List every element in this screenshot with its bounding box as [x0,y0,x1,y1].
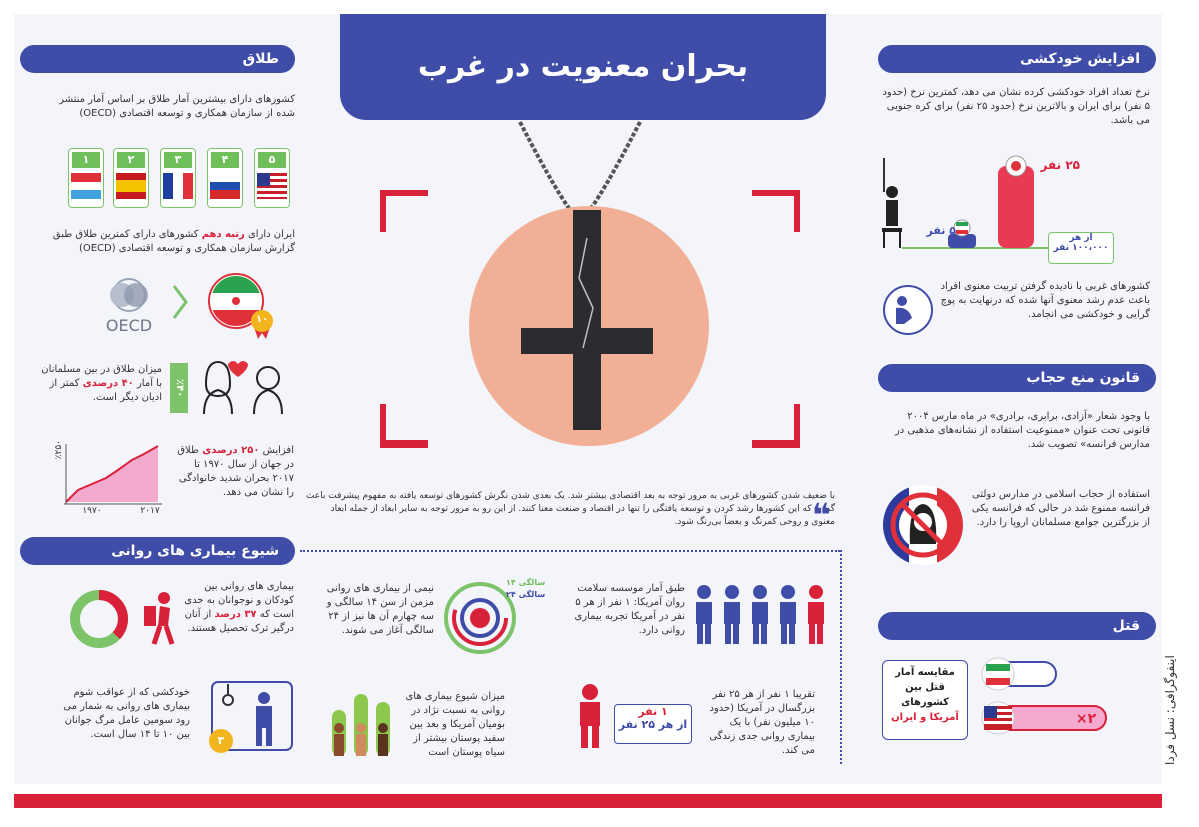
kids-mental-text [178,580,294,636]
murder-multiplier: ×۲ [1075,711,1097,727]
chevron-right-icon [170,282,190,322]
russia-flag-icon [210,173,240,199]
kids-pct-highlight: ۳۷ درصد [214,609,257,620]
rank-2-box [113,148,149,208]
quote-mark-icon: ❝ [812,496,831,534]
page-title: بحران معنویت در غرب [340,14,826,120]
hijab-ban-text: استفاده از حجاب اسلامی در مدارس دولتی فرانسه ممنوع شد در حالی که فرانسه یکی از بزرگترین جوامع مسلمانان اروپا را دارد. [971,489,1150,528]
muslims-pct-highlight: ۴۰ درصدی [82,378,134,389]
divorce-header: طلاق [20,45,295,73]
rank-1-box [68,148,104,208]
bottom-red-bar [14,794,1162,808]
stat-race-text: میزان شیوع بیماری های روانی به نسبت نژاد در بومیان آمریکا و بعد بین سفید پوستان بیشتر از سیاه پوستان است [405,691,505,758]
growth-text-pre: افزایش [259,445,294,456]
hijab-header: قانون منع حجاب [878,364,1156,392]
growth-chart-x1: ۱۹۷۰ [82,506,102,516]
rank-2-number: ۲ [117,152,145,168]
growth-chart-x2: ۲۰۱۷ [140,506,160,516]
rank-3-number: ۳ [164,152,192,168]
center-quote: با ضعیف شدن کشورهای غربی به مرور توجه به بعد اقتصادی بیشتر شد. یک بعدی شدن نگرش کشورهای توسعه یافته به مفهوم پیشرفت باعث گردید که این کشورها رشد کردن و توسعه یافتگی را تنها در اقتصاد و صنعت معنا کنند. از این رو به مرور توجه به سایر ابعاد از جمله ابعاد معنوی و روحی کمرنگ و بعضاً بی‌رنگ شود. [305,491,835,527]
stat-onset-text: نیمی از بیماری های روانی مزمن از سن ۱۴ سالگی و سه چهارم آن ها نیز از ۲۴ سالگی آغاز می شوند. [326,583,434,636]
rank-4-box [207,148,243,208]
iran-rank-highlight: رتبه دهم [201,229,245,240]
stat1-pre: طبق آمار موسسه سلامت روان آمریکا: [577,583,685,608]
rank-1-number: ۱ [72,152,100,168]
suicide-header: افزایش خودکشی [878,45,1156,73]
per-value: ۱۰۰،۰۰۰ نفر [1053,243,1109,253]
depressed-person-icon [882,284,934,336]
france-flag-icon [163,173,193,199]
kids-text-pre: بیماری های روانی بین کودکان و نوجوانان به حدی است که [184,581,294,620]
muslims-divorce-text [40,363,162,405]
dotted-divider-right [840,550,842,764]
growth-text-post: طلاق در جهان از سال ۱۹۷۰ تا ۲۰۱۷ بحران شدید خانوادگی را نشان می دهد. [177,445,294,498]
stat1-post: ۱ نفر از هر ۵ نفر در آمریکا تجربه بیماری روانی دارد. [574,597,685,636]
ring-label-24: ۲۴ سالگی [506,590,546,599]
luxembourg-flag-icon [71,173,101,199]
stat-one-in-five-text [570,582,685,638]
growth-pct-highlight: ۲۵۰ درصدی [202,445,260,456]
murder-header: قتل [878,612,1156,640]
iran-rank-badge: ۱۰ [256,314,269,325]
dotted-divider-top [300,550,840,552]
per-100k-box [1048,232,1114,264]
oecd-logo-text: OECD [105,316,153,335]
couple-icon [196,354,291,418]
ring-label-14: ۱۴ سالگی [506,578,546,587]
dropout-ring-icon [68,588,130,650]
youth-suicide-text: خودکشی که از عواقب شوم بیماری های روانی به شمار می رود سومین عامل مرگ جوانان بین ۱۰ تا ۱۴ سال است. [63,687,190,740]
one-in-25-box-a: ۱ نفر [638,705,668,718]
iran-rank-text-pre: ایران دارای [244,229,295,240]
muslims-text-post: کمتر از ادیان دیگر است. [49,378,162,403]
rank-3-box [160,148,196,208]
hijab-ban-icon [882,484,964,566]
spain-flag-icon [116,173,146,199]
stressed-person-icon [568,680,612,750]
rank-5-box [254,148,290,208]
mental-header: شیوع بیماری های روانی [20,537,295,565]
korea-suicide-value: ۲۵ نفر [1040,158,1080,172]
rank-5-number: ۵ [258,152,286,168]
suicide-rank-badge: ۳ [217,734,225,747]
one-in-25-box [614,704,692,744]
iran-suicide-value: ۵ نفر [926,224,956,237]
hijab-law-text: با وجود شعار «آزادی، برابری، برادری» در ماه مارس ۲۰۰۴ قانونی تحت عنوان «ممنوعیت استفاده از نشانه‌های مذهبی در مدارس فرانسه» تصویب شد. [894,411,1150,450]
rank-4-number: ۴ [211,152,239,168]
usa-flag-icon [257,173,287,199]
divorce-intro: کشورهای دارای بیشترین آمار طلاق بر اساس آمار منتشر شده از سازمان همکاری و توسعه اقتصادی (OECD) [59,94,295,119]
credit-text: اینفوگرافی: نسل فردا [1163,655,1177,765]
growth-chart-y-label: ٪۲۵۰ [54,440,64,460]
one-in-25-box-b: از هر ۲۵ نفر [618,718,688,731]
race-bars-icon [328,684,398,756]
murder-compare-box [882,660,968,740]
suicide-note: کشورهای غربی با نادیده گرفتن تربیت معنوی افراد باعث عدم رشد معنوی آنها شده که درنهایت به پوچ گرایی و خودکشی می انجامد. [940,281,1150,320]
muslims-text-pre: میزان طلاق در بین مسلمانان با آمار [41,364,162,389]
five-people-icon [692,580,830,646]
per-label: از هر [1069,233,1093,243]
muslims-percent-badge: ٪۴۰ [170,363,188,413]
iran-rank-text-post: کشورهای دارای کمترین طلاق طبق گزارش سازمان همکاری و توسعه اقتصادی (OECD) [52,229,295,254]
stat-one-in-25-text: تقریبا ۱ نفر از هر ۲۵ نفر بزرگسال در آمریکا (حدود ۱۰ میلیون نفر) با یک بیماری روانی جدی زندگی می کند. [709,689,815,756]
divorce-growth-text [172,444,294,500]
focus-frame-icon [380,190,800,450]
iran-rank-text [40,228,295,256]
suicide-intro: نرخ تعداد افراد خودکشی کرده نشان می دهد، کمترین نرخ (حدود ۵ نفر) برای ایران و بالاترین نرخ (حدود ۲۵ نفر) برای کره جنوبی می باشد. [882,87,1150,126]
murder-text-highlight: آمریکا و ایران [891,712,959,723]
kids-text-post: از آنان درگیر ترک تحصیل هستند. [184,609,294,634]
murder-text-pre: مقایسه آمار قتل بین کشورهای [895,667,955,708]
murder-comparison-icon [976,656,1110,748]
student-icon [138,590,182,646]
